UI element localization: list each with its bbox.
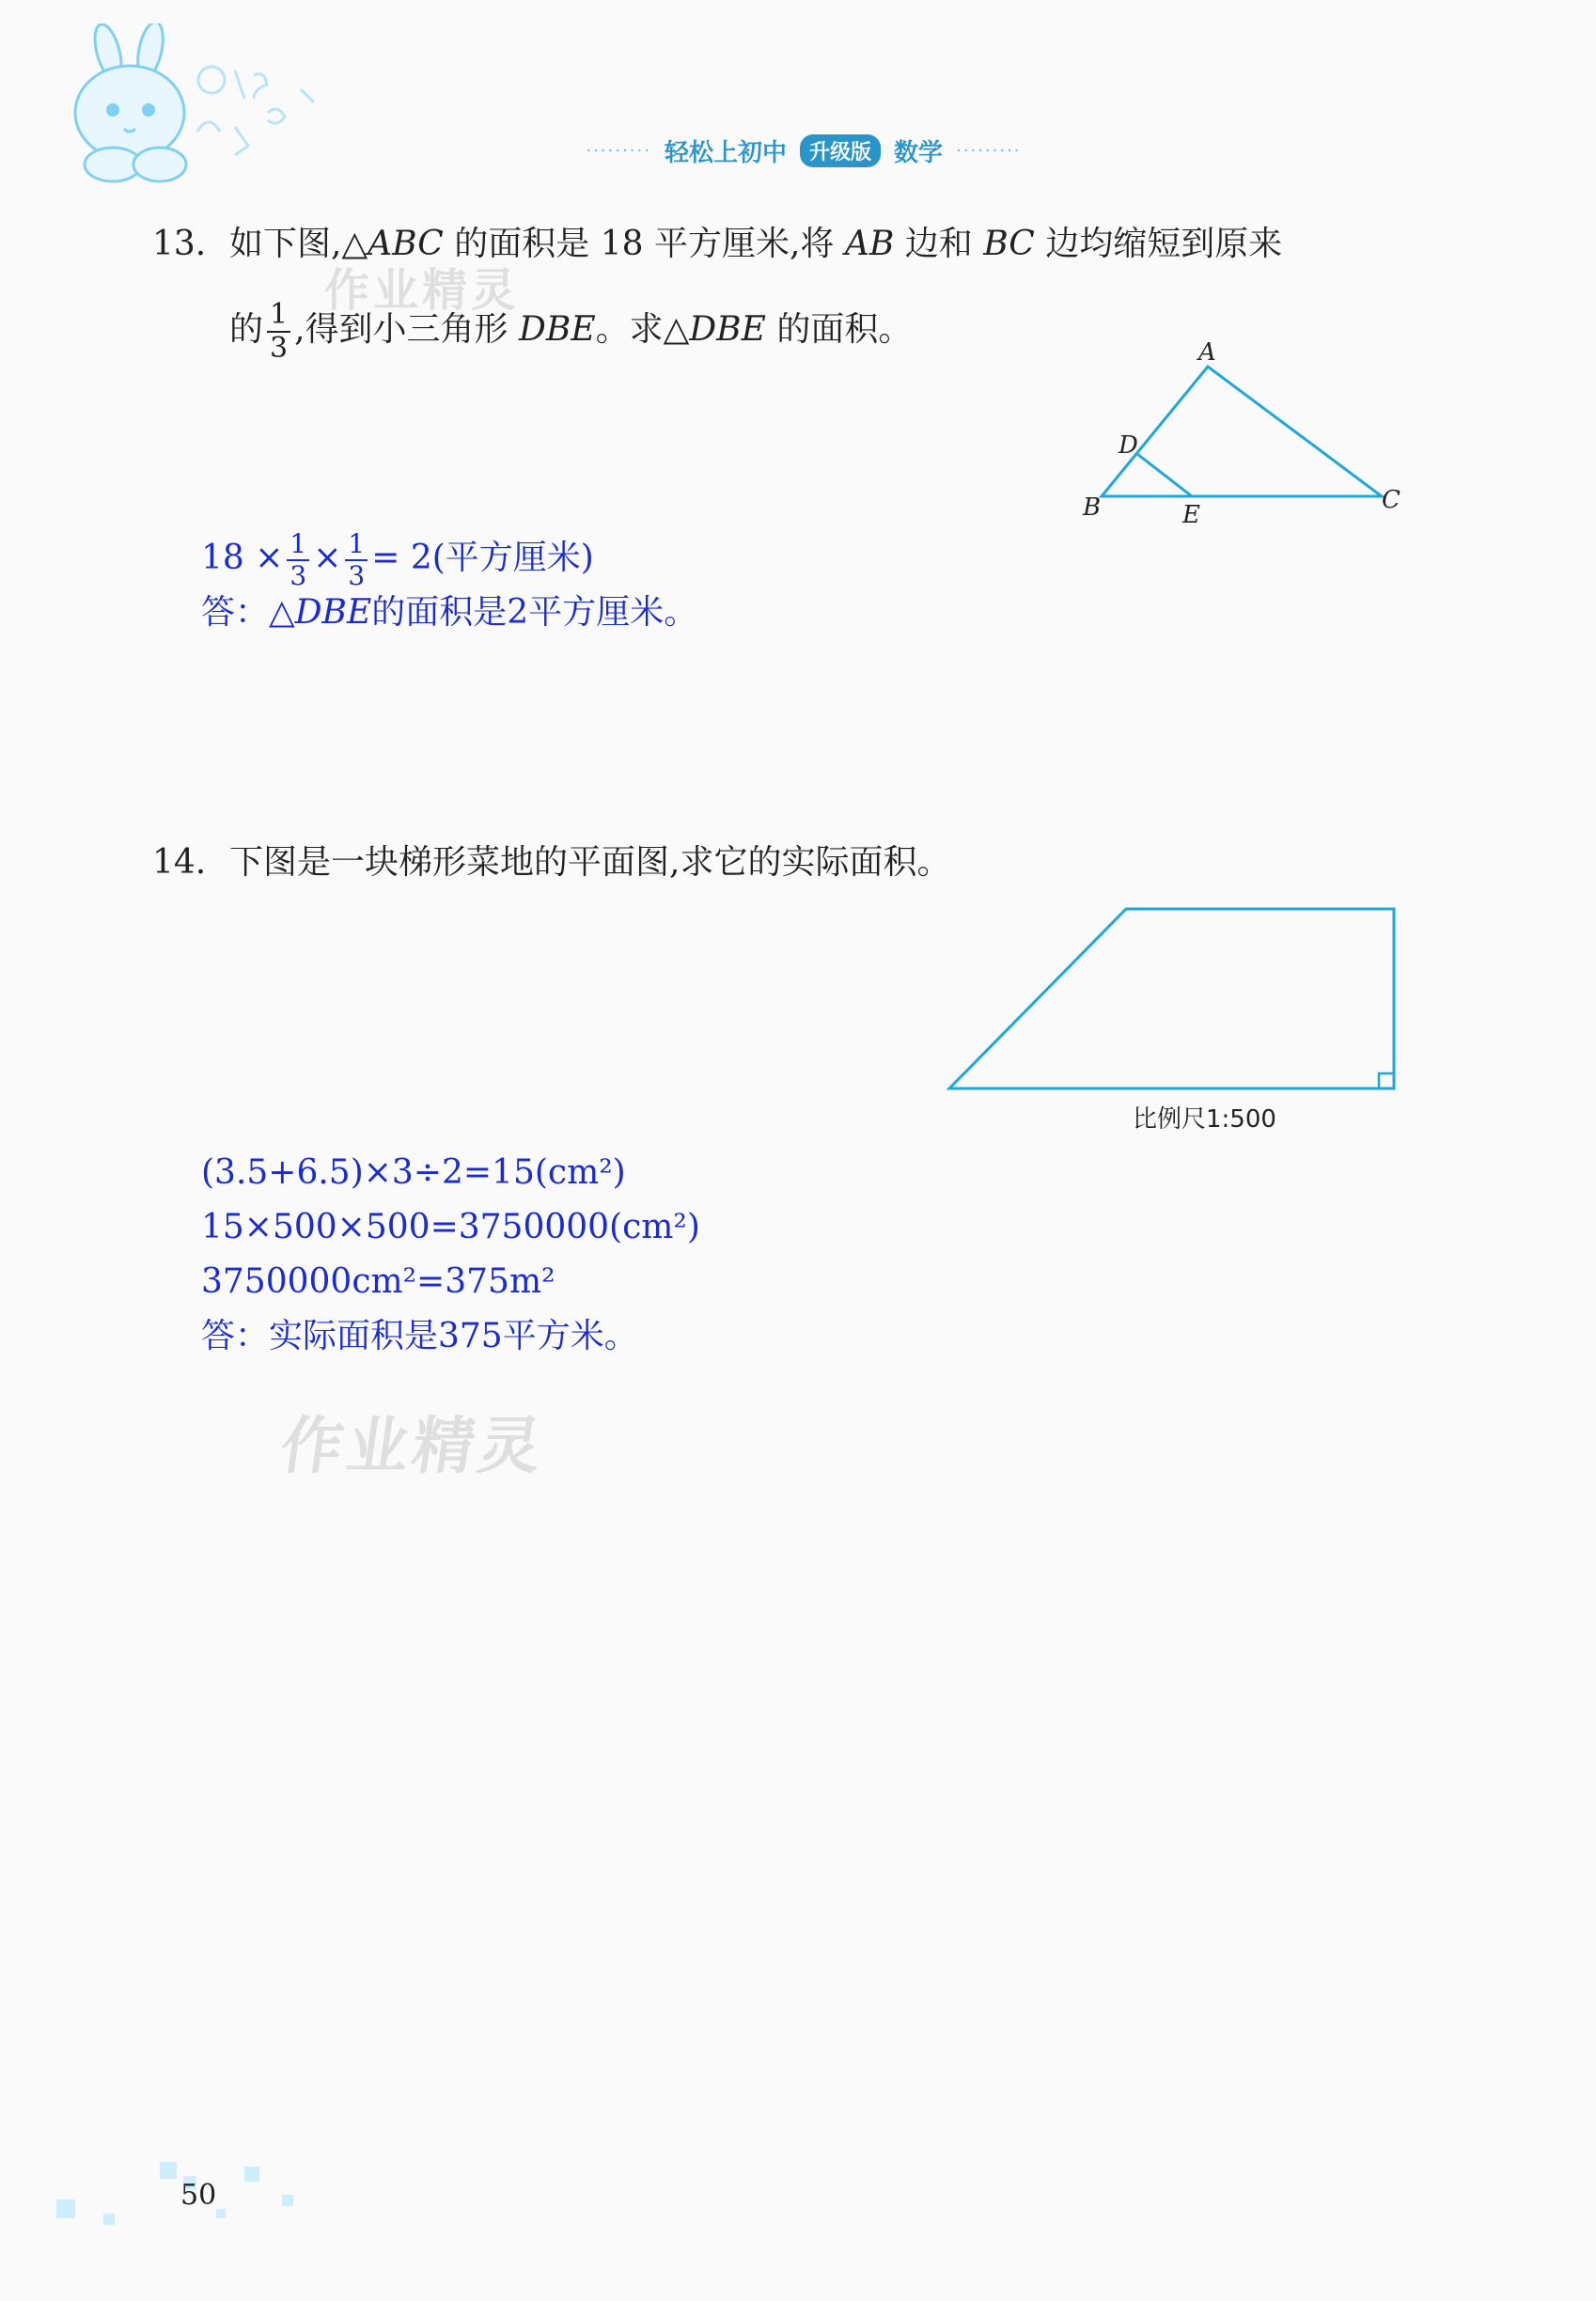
question-14-text: 下图是一块梯形菜地的平面图,求它的实际面积。 [229, 843, 951, 882]
q13-text-b: 的面积是 18 平方厘米,将 [443, 225, 845, 263]
answer-dbe: DBE [294, 593, 372, 632]
label-e: E [1182, 501, 1200, 529]
trapezoid-figure [940, 898, 1410, 1095]
answer-result: = 2(平方厘米) [371, 539, 594, 577]
answer-fraction-1-numerator: 1 [287, 531, 309, 561]
watermark-middle: 作业精灵 [275, 1410, 550, 1482]
fraction-one-third [267, 298, 290, 365]
q13-abc: ABC [368, 225, 444, 263]
q14-answer-line3: 3750000cm²=375m² [201, 1262, 555, 1301]
answer-times: × [313, 539, 342, 577]
answer-prefix: 答：△ [201, 593, 295, 632]
q13-text-a: 如下图,△ [229, 225, 368, 263]
page-number: 50 [180, 2179, 217, 2212]
label-a: A [1198, 338, 1216, 367]
triangle-figure [1072, 329, 1419, 536]
q13-text-g: 。求△ [595, 310, 690, 349]
answer-fraction-2 [345, 528, 368, 591]
label-b: B [1083, 493, 1102, 522]
q13-text-e: 的 [229, 310, 264, 349]
question-13-line1 [152, 216, 1282, 273]
answer-fraction-1 [287, 528, 309, 591]
answer-18-times: 18 × [201, 539, 284, 577]
triangle-abc [1102, 367, 1382, 496]
answer-fraction-1-denominator: 3 [289, 560, 307, 591]
q13-dbe-2: DBE [689, 310, 766, 349]
answer-fraction-2-numerator: 1 [345, 531, 368, 561]
q13-text-c: 边和 [894, 225, 984, 263]
segment-de [1137, 454, 1192, 496]
q13-answer-line2 [201, 587, 697, 639]
right-angle-marker [1379, 1073, 1394, 1088]
answer-fraction-2-denominator: 3 [348, 560, 366, 591]
q13-answer-line1 [201, 528, 594, 591]
q14-answer-line1: (3.5+6.5)×3÷2=15(cm²) [201, 1153, 626, 1192]
label-c: C [1382, 486, 1400, 514]
q14-answer-line4: 答：实际面积是375平方米。 [201, 1317, 638, 1355]
trapezoid-shape [949, 909, 1394, 1088]
question-14 [152, 835, 950, 891]
q13-text-f: ,得到小三角形 [294, 310, 519, 349]
q13-bc: BC [983, 225, 1035, 263]
fraction-numerator: 1 [267, 301, 290, 333]
fraction-denominator: 3 [270, 332, 289, 365]
q13-text-d: 边均缩短到原来 [1034, 225, 1283, 263]
book-title: 轻松上初中 [664, 138, 787, 167]
watermark-top: 作业精灵 [324, 264, 521, 317]
question-13-line2 [229, 298, 913, 365]
scale-label: 比例尺1:500 [1133, 1105, 1276, 1134]
answer-conclusion: 的面积是2平方厘米。 [371, 593, 698, 632]
question-13-number: 13. [152, 225, 207, 263]
q13-text-h: 的面积。 [765, 310, 913, 349]
q14-answer-line2: 15×500×500=3750000(cm²) [201, 1208, 700, 1246]
subject-label: 数学 [894, 138, 944, 167]
header-dots-right: ········· [956, 140, 1022, 161]
label-d: D [1119, 431, 1138, 460]
question-14-number: 14. [152, 843, 207, 882]
bunny-mascot-logo [56, 23, 338, 188]
header-dots-left: ········· [586, 140, 651, 161]
edition-badge: 升级版 [800, 134, 881, 167]
q13-dbe: DBE [519, 310, 596, 349]
q13-ab: AB [844, 225, 895, 263]
header-title [550, 130, 1057, 171]
